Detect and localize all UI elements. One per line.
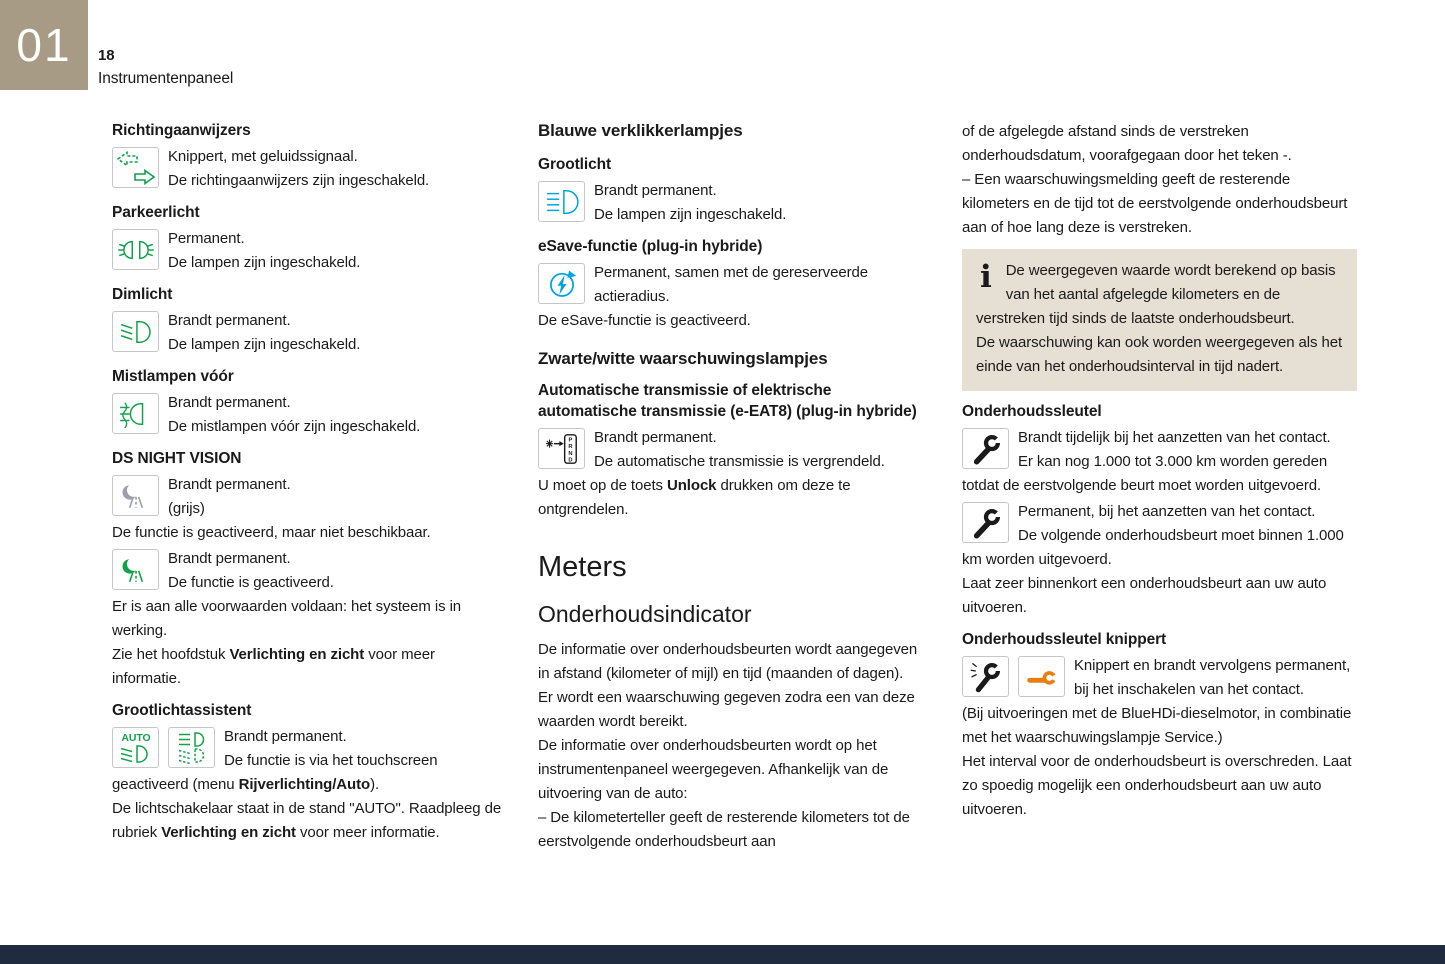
text-segment-bold: Rijverlichting/Auto bbox=[238, 776, 371, 793]
indicator-line: De lampen zijn ingeschakeld. bbox=[168, 336, 361, 353]
column-2 bbox=[538, 120, 930, 854]
indicator-line: (grijs) bbox=[168, 500, 205, 517]
body-paragraph: of de afgelegde afstand sinds de verstreken onderhoudsdatum, voorafgegaan door het teken -. bbox=[962, 123, 1292, 164]
group-heading-zwarte-witte-waarschuwingslampjes: Zwarte/witte waarschuwingslampjes bbox=[538, 349, 828, 368]
column-3 bbox=[962, 120, 1357, 824]
subsection-title-onderhoudsindicator: Onderhoudsindicator bbox=[538, 601, 752, 627]
auto-label: AUTO bbox=[120, 731, 151, 744]
indicator-onderhoudssleutel-knippert bbox=[962, 654, 1357, 822]
heading-automatische-transmissie: Automatische transmissie of elektrische automatische transmissie (e-EAT8) (plug-in hybride) bbox=[538, 382, 917, 420]
indicator-line: Brandt permanent. bbox=[168, 550, 291, 567]
body-paragraph: – De kilometerteller geeft de resterende kilometers tot de eerstvolgende onderhoudsbeurt aan bbox=[538, 809, 910, 850]
indicator-esave bbox=[538, 261, 930, 333]
indicator-line: De automatische transmissie is vergrendeld. bbox=[594, 453, 885, 470]
text-segment: drukken om deze te ontgrendelen. bbox=[538, 477, 851, 518]
cross-reference bbox=[112, 643, 502, 691]
section-title-meters: Meters bbox=[538, 551, 627, 583]
info-paragraph: De waarschuwing kan ook worden weergegeven als het einde van het onderhoudsinterval in tijd nadert. bbox=[976, 334, 1343, 375]
night-vision-grey-icon bbox=[112, 475, 159, 516]
indicator-line: Permanent, samen met de gereserveerde actieradius. bbox=[594, 264, 868, 305]
heading-onderhoudssleutel-knippert: Onderhoudssleutel knippert bbox=[962, 631, 1167, 648]
gear-letter-n: N bbox=[567, 450, 572, 457]
indicator-line: Brandt permanent. bbox=[594, 429, 717, 446]
indicator-note: Er kan nog 1.000 tot 3.000 km worden gereden totdat de eerstvolgende beurt moet worden uitgevoerd. bbox=[962, 453, 1328, 494]
info-box bbox=[962, 249, 1357, 391]
indicator-mistlampen-voor bbox=[112, 391, 502, 439]
indicator-night-vision-green bbox=[112, 547, 502, 691]
text-segment: U moet op de toets bbox=[538, 477, 668, 494]
indicator-line: Permanent. bbox=[168, 230, 245, 247]
indicator-line: Knippert en brandt vervolgens permanent, bij het inschakelen van het contact. bbox=[1074, 657, 1351, 698]
gear-letter-d: D bbox=[567, 456, 572, 463]
auto-headlights-icon bbox=[112, 727, 159, 768]
heading-ds-night-vision: DS NIGHT VISION bbox=[112, 450, 242, 467]
indicator-richtingaanwijzers bbox=[112, 145, 502, 193]
text-segment-bold: Unlock bbox=[667, 477, 717, 494]
text-segment: ). bbox=[370, 776, 380, 793]
text-segment-bold: Verlichting en zicht bbox=[161, 824, 296, 841]
footer-bar bbox=[0, 945, 1445, 964]
page-header bbox=[98, 46, 233, 88]
body-paragraph: De informatie over onderhoudsbeurten wordt op het instrumentenpaneel weergegeven. Afhankelijk van de uitvoering van de auto: bbox=[538, 737, 889, 802]
heading-mistlampen-voor: Mistlampen vóór bbox=[112, 368, 234, 385]
gear-letter-r: R bbox=[567, 443, 572, 450]
text-segment: voor meer informatie. bbox=[295, 824, 440, 841]
column-1 bbox=[112, 120, 502, 847]
heading-esave: eSave-functie (plug-in hybride) bbox=[538, 238, 763, 255]
indicator-onderhoudssleutel-permanent bbox=[962, 500, 1357, 620]
indicator-parkeerlicht bbox=[112, 227, 502, 275]
front-fog-lights-icon bbox=[112, 393, 159, 434]
esave-icon bbox=[538, 263, 585, 304]
text-segment: Zie het hoofdstuk bbox=[112, 646, 230, 663]
low-beam-icon bbox=[112, 311, 159, 352]
indicator-note bbox=[112, 797, 502, 845]
indicator-note: De functie is geactiveerd, maar niet beschikbaar. bbox=[112, 524, 431, 541]
indicator-onderhoudssleutel-tijdelijk bbox=[962, 426, 1357, 498]
indicator-line: De volgende onderhoudsbeurt moet binnen 1.000 km worden uitgevoerd. bbox=[962, 527, 1344, 568]
indicator-note: Het interval voor de onderhoudsbeurt is overschreden. Laat zo spoedig mogelijk een onderhoudsbeurt aan uw auto uitvoeren. bbox=[962, 753, 1352, 818]
indicator-line: Knippert, met geluidssignaal. bbox=[168, 148, 358, 165]
indicator-grootlicht bbox=[538, 179, 930, 227]
gearbox-lock-icon bbox=[538, 428, 585, 469]
indicator-note bbox=[538, 474, 930, 522]
gear-letter-p: P bbox=[568, 436, 572, 443]
high-beam-icon bbox=[538, 181, 585, 222]
heading-grootlicht: Grootlicht bbox=[538, 156, 612, 173]
indicator-grootlichtassistent bbox=[112, 725, 502, 845]
indicator-note: (Bij uitvoeringen met de BlueHDi-dieselmotor, in combinatie met het waarschuwingslampje Service.) bbox=[962, 705, 1352, 746]
group-heading-blauwe-verklikkerlampjes: Blauwe verklikkerlampjes bbox=[538, 121, 743, 140]
body-paragraph: De informatie over onderhoudsbeurten wordt aangegeven in afstand (kilometer of mijl) en tijd (maanden of dagen). bbox=[538, 641, 918, 682]
indicator-line: De functie is geactiveerd. bbox=[168, 574, 334, 591]
body-paragraph: Er wordt een waarschuwing gegeven zodra een van deze waarden wordt bereikt. bbox=[538, 689, 915, 730]
indicator-note: Er is aan alle voorwaarden voldaan: het systeem is in werking. bbox=[112, 598, 462, 639]
high-low-beam-icon bbox=[168, 727, 215, 768]
page-section-title: Instrumentenpaneel bbox=[98, 70, 234, 87]
indicator-line: Permanent, bij het aanzetten van het contact. bbox=[1018, 503, 1316, 520]
indicator-line: De mistlampen vóór zijn ingeschakeld. bbox=[168, 418, 421, 435]
indicator-line: De lampen zijn ingeschakeld. bbox=[594, 206, 787, 223]
night-vision-green-icon bbox=[112, 549, 159, 590]
heading-onderhoudssleutel: Onderhoudssleutel bbox=[962, 403, 1102, 420]
service-wrench-icon bbox=[962, 502, 1009, 543]
indicator-night-vision-grey bbox=[112, 473, 502, 545]
indicator-line: Brandt permanent. bbox=[594, 182, 717, 199]
turn-signals-icon bbox=[112, 147, 159, 188]
indicator-note: De eSave-functie is geactiveerd. bbox=[538, 312, 751, 329]
info-paragraph: De weergegeven waarde wordt berekend op basis van het aantal afgelegde kilometers en de verstreken tijd sinds de laatste onderhoudsbeurt. bbox=[976, 262, 1336, 327]
chapter-number-box bbox=[0, 0, 88, 90]
indicator-line: Brandt tijdelijk bij het aanzetten van het contact. bbox=[1018, 429, 1331, 446]
indicator-line: Brandt permanent. bbox=[168, 394, 291, 411]
service-wrench-flashing-icon bbox=[962, 656, 1009, 697]
parking-lights-icon bbox=[112, 229, 159, 270]
heading-grootlichtassistent: Grootlichtassistent bbox=[112, 702, 252, 719]
service-wrench-orange-icon bbox=[1018, 656, 1065, 697]
heading-dimlicht: Dimlicht bbox=[112, 286, 173, 303]
heading-parkeerlicht: Parkeerlicht bbox=[112, 204, 200, 221]
service-wrench-icon bbox=[962, 428, 1009, 469]
text-segment-bold: Verlichting en zicht bbox=[229, 646, 365, 663]
body-paragraph: – Een waarschuwingsmelding geeft de resterende kilometers en de tijd tot de eerstvolgende onderhoudsbeurt aan of hoe lang deze is verstreken. bbox=[962, 171, 1348, 236]
text-segment: De functie is via het touchscreen geactiveerd (menu bbox=[112, 752, 438, 793]
indicator-dimlicht bbox=[112, 309, 502, 357]
indicator-line: Brandt permanent. bbox=[168, 312, 291, 329]
indicator-line: De richtingaanwijzers zijn ingeschakeld. bbox=[168, 172, 430, 189]
indicator-line: Brandt permanent. bbox=[168, 476, 291, 493]
indicator-line: Brandt permanent. bbox=[224, 728, 347, 745]
text-segment: voor meer informatie. bbox=[112, 646, 435, 687]
indicator-transmissie bbox=[538, 426, 930, 522]
heading-richtingaanwijzers: Richtingaanwijzers bbox=[112, 122, 251, 139]
indicator-line: De lampen zijn ingeschakeld. bbox=[168, 254, 361, 271]
text-segment: De lichtschakelaar staat in de stand "AUTO". Raadpleeg de rubriek bbox=[112, 800, 502, 841]
chapter-number: 01 bbox=[16, 19, 72, 71]
info-icon: i bbox=[980, 259, 992, 295]
page-number: 18 bbox=[98, 47, 115, 64]
indicator-note: Laat zeer binnenkort een onderhoudsbeurt aan uw auto uitvoeren. bbox=[962, 575, 1327, 616]
